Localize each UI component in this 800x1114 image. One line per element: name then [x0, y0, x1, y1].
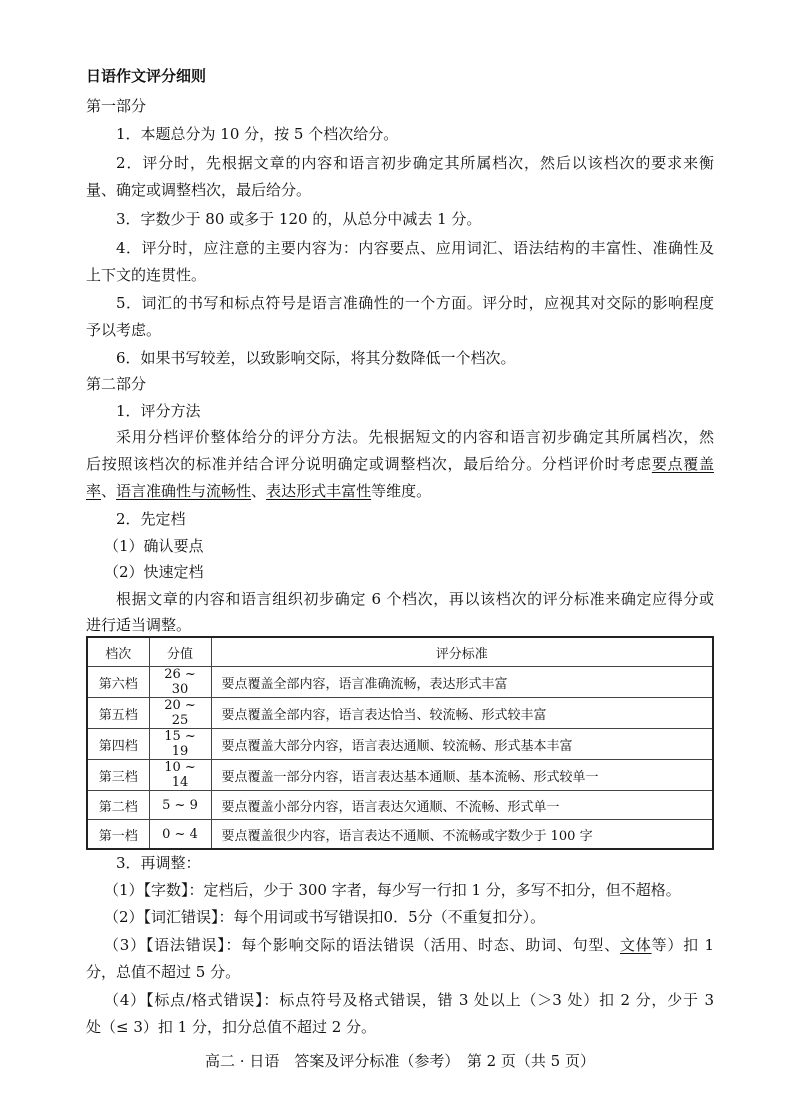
- header-level: 档次: [87, 637, 149, 667]
- cell-level: 第三档: [87, 760, 149, 791]
- rule-6: 6．如果书写较差，以致影响交际，将其分数降低一个档次。: [116, 349, 516, 367]
- dimension-coverage-part2: 率: [86, 482, 102, 500]
- cell-criteria: 要点覆盖一部分内容，语言表达基本通顺、基本流畅、形式较单一: [211, 760, 713, 791]
- cell-level: 第四档: [87, 729, 149, 760]
- adjust-grammar-style: 文体: [620, 936, 652, 954]
- rule-2-line2: 量、确定或调整档次，最后给分。: [86, 181, 312, 199]
- dimension-accuracy: 语言准确性与流畅性: [116, 482, 252, 500]
- step-quick-grade: （2）快速定档: [104, 563, 204, 581]
- section-3-heading: 3．再调整：: [116, 854, 201, 872]
- cell-level: 第五档: [87, 698, 149, 729]
- rule-5-line1: 5．词汇的书写和标点符号是语言准确性的一个方面。评分时，应视其对交际的影响程度: [116, 294, 714, 312]
- adjust-punctuation-line2: 处（≤ 3）扣 1 分，扣分总值不超过 2 分。: [86, 1018, 377, 1036]
- section-1-heading: 1．评分方法: [116, 402, 201, 420]
- table-row: [87, 820, 713, 850]
- grade-intro-line1: 根据文章的内容和语言组织初步确定 6 个档次，再以该档次的评分标准来确定应得分或: [116, 590, 714, 608]
- step-confirm-points: （1）确认要点: [104, 537, 204, 555]
- page-footer: 高二 · 日语 答案及评分标准（参考） 第 2 页（共 5 页）: [205, 1052, 595, 1070]
- cell-score: 20 ~ 25: [149, 698, 211, 729]
- dimension-coverage-part1: 要点覆盖: [651, 455, 714, 473]
- cell-score: 26 ~ 30: [149, 667, 211, 698]
- rule-4-line1: 4．评分时，应注意的主要内容为：内容要点、应用词汇、语法结构的丰富性、准确性及: [116, 239, 714, 257]
- rule-2-line1: 2．评分时，先根据文章的内容和语言初步确定其所属档次，然后以该档次的要求来衡: [116, 154, 714, 172]
- method-line1: 采用分档评价整体给分的评分方法。先根据短文的内容和语言初步确定其所属档次，然: [116, 428, 714, 446]
- method-line3-end: 等维度。: [371, 482, 432, 500]
- table-row: [87, 698, 713, 729]
- adjust-word-count: （1）【字数】：定档后，少于 300 字者，每少写一行扣 1 分，多写不扣分，但不超格。: [104, 881, 681, 899]
- cell-criteria: 要点覆盖全部内容，语言准确流畅，表达形式丰富: [211, 667, 713, 698]
- rule-1: 1．本题总分为 10 分，按 5 个档次给分。: [116, 125, 399, 143]
- rule-3: 3．字数少于 80 或多于 120 的，从总分中减去 1 分。: [116, 210, 482, 228]
- cell-criteria: 要点覆盖小部分内容，语言表达欠通顺、不流畅、形式单一: [211, 791, 713, 820]
- adjust-grammar-text: （3）【语法错误】：每个影响交际的语法错误（活用、时态、助词、句型、: [104, 936, 620, 954]
- doc-title: 日语作文评分细则: [86, 67, 207, 85]
- rule-4-line2: 上下文的连贯性。: [86, 266, 207, 284]
- cell-criteria: 要点覆盖大部分内容，语言表达通顺、较流畅、形式基本丰富: [211, 729, 713, 760]
- method-line3: [86, 481, 714, 501]
- method-line2-text: 后按照该档次的标准并结合评分说明确定或调整档次，最后给分。分档评价时考虑: [86, 455, 652, 473]
- adjust-grammar-end: 等）扣 1: [651, 936, 714, 954]
- adjust-grammar-line1: [104, 935, 714, 955]
- cell-level: 第一档: [87, 820, 149, 850]
- adjust-vocabulary: （2）【词汇错误】：每个用词或书写错误扣0．5分（不重复扣分）。: [104, 908, 546, 926]
- part1-heading: 第一部分: [86, 97, 147, 115]
- header-score: 分值: [149, 637, 211, 667]
- separator: 、: [251, 482, 267, 500]
- cell-score: 0 ~ 4: [149, 820, 211, 850]
- header-criteria: 评分标准: [211, 637, 713, 667]
- cell-score: 5 ~ 9: [149, 791, 211, 820]
- table-row: [87, 760, 713, 791]
- cell-level: 第二档: [87, 791, 149, 820]
- table-row: [87, 667, 713, 698]
- section-2-heading: 2．先定档: [116, 510, 186, 528]
- rule-5-line2: 予以考虑。: [86, 321, 162, 339]
- separator: 、: [101, 482, 117, 500]
- table-row: [87, 729, 713, 760]
- dimension-richness: 表达形式丰富性: [266, 482, 372, 500]
- adjust-grammar-line2: 分，总值不超过 5 分。: [86, 963, 241, 981]
- table-header-row: [87, 637, 713, 667]
- grade-intro-line2: 进行适当调整。: [86, 616, 192, 634]
- adjust-punctuation-line1: （4）【标点/格式错误】：标点符号及格式错误，错 3 处以上（＞3 处）扣 2 分，少于 3: [104, 991, 714, 1009]
- cell-score: 15 ~ 19: [149, 729, 211, 760]
- cell-criteria: 要点覆盖很少内容，语言表达不通顺、不流畅或字数少于 100 字: [211, 820, 713, 850]
- table-row: [87, 791, 713, 820]
- grading-table: [86, 636, 714, 850]
- part2-heading: 第二部分: [86, 375, 147, 393]
- cell-criteria: 要点覆盖全部内容，语言表达恰当、较流畅、形式较丰富: [211, 698, 713, 729]
- cell-score: 10 ~ 14: [149, 760, 211, 791]
- method-line2: [86, 454, 714, 474]
- cell-level: 第六档: [87, 667, 149, 698]
